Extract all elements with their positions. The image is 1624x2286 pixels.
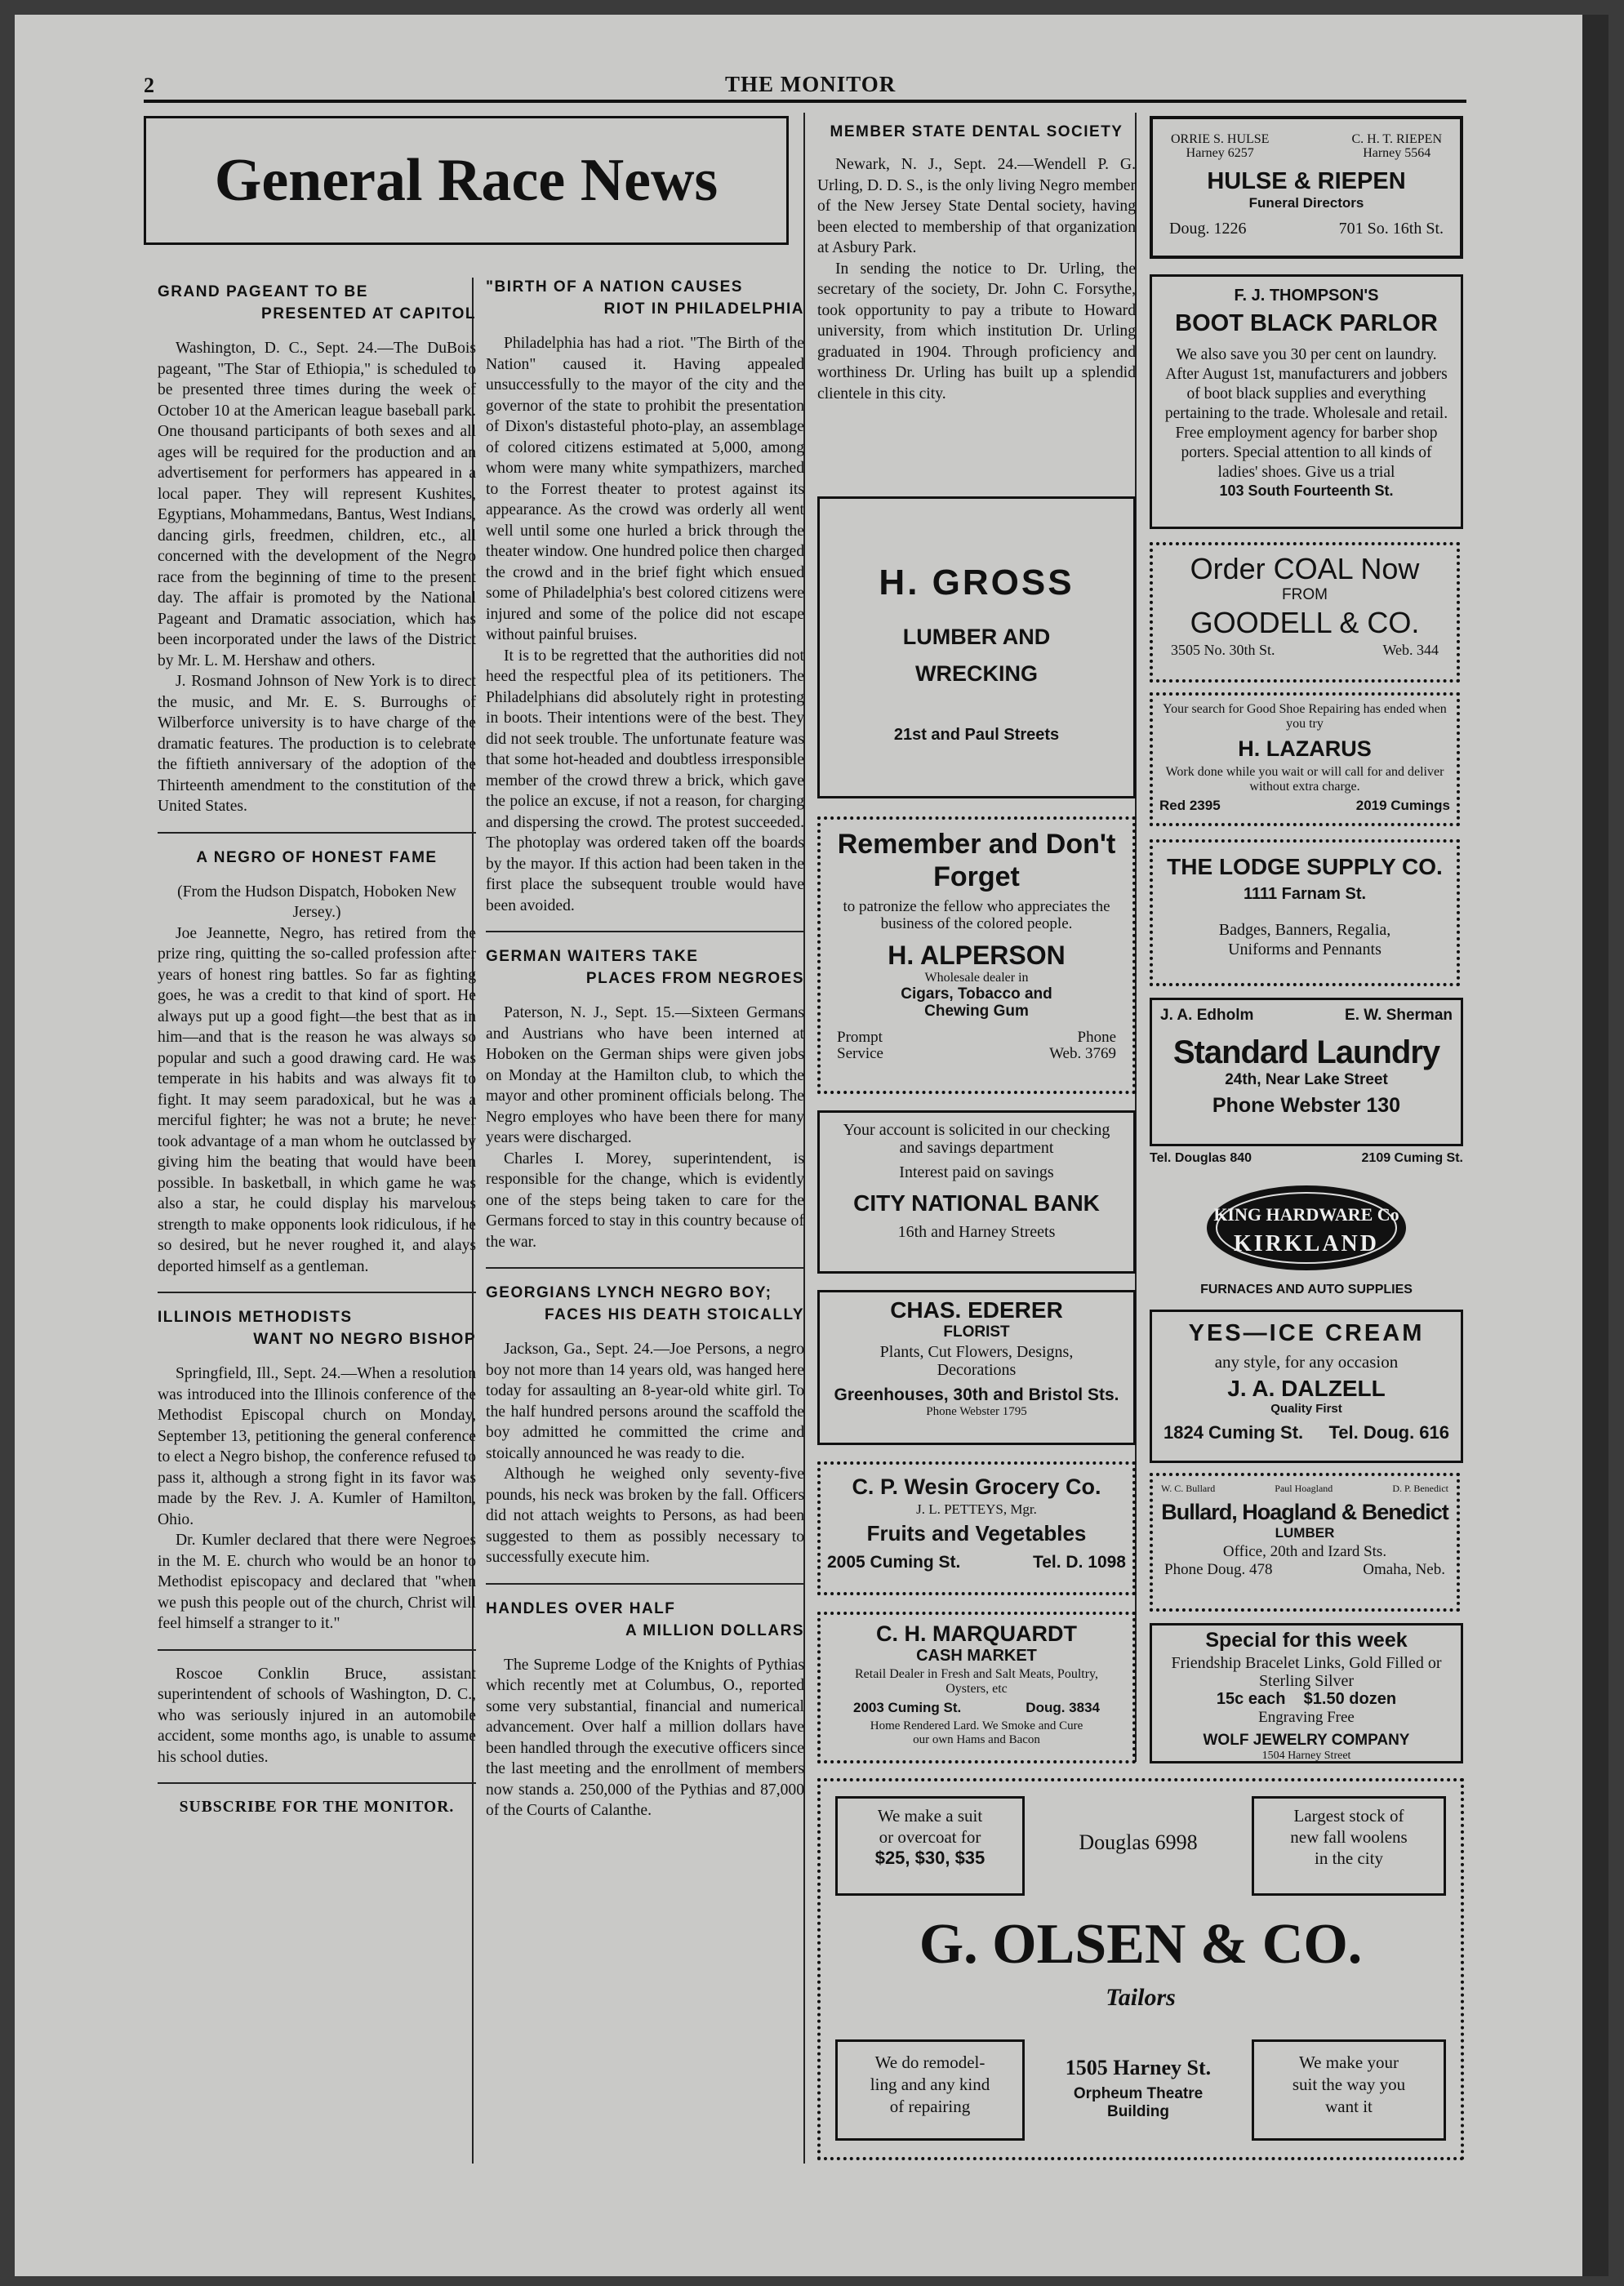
ad-goodell-coal: Order COAL Now FROM GOODELL & CO. 3505 No. 30th St. Web. 344 — [1150, 542, 1460, 683]
article-paragraph: Although he weighed only seventy-five pounds, his neck was broken by the fall. Officers did not attach weights to Persons, as had been suggested to them as possibly necessary to successfully execute him. — [486, 1465, 804, 1566]
ad-wolf-jewelry: Special for this week Friendship Bracelet Links, Gold Filled or Sterling Silver 15c each $1.50 dozen Engraving Free WOLF JEWELRY COMPANY 1504 Harney Street — [1150, 1623, 1463, 1763]
ad-g-olsen-tailors — [817, 1778, 1464, 2160]
ad-h-alperson: Remember and Don't Forget to patronize the fellow who appreciates the business of the colored people. H. ALPERSON Wholesale dealer in Cigars, Tobacco and Chewing Gum Prompt Service Phone Web. 3769 — [817, 816, 1136, 1094]
headline-birth-of-nation: "BIRTH OF A NATION CAUSES RIOT IN PHILADELPHIA — [486, 278, 804, 318]
ad-bullard-hoagland-benedict: W. C. Bullard Paul Hoagland D. P. Benedict Bullard, Hoagland & Benedict LUMBER Office, 20th and Izard Sts. Phone Doug. 478 Omaha, Neb. — [1150, 1473, 1460, 1612]
article-separator — [486, 1267, 804, 1269]
article-separator — [158, 1782, 476, 1784]
ad-lodge-supply: THE LODGE SUPPLY CO. 1111 Farnam St. Badges, Banners, Regalia, Uniforms and Pennants — [1150, 839, 1460, 986]
ad-lazarus-shoe-repairing: Your search for Good Shoe Repairing has ended when you try H. LAZARUS Work done while you wait or will call for and deliver without extra charge. Red 2395 2019 Cumings — [1150, 692, 1460, 826]
article-paragraph: Jackson, Ga., Sept. 24.—Joe Persons, a negro boy not more than 14 years old, was hanged here today for assaulting an 8-year-old white girl. To the half hundred persons around the scaffold the boy admitted he committed the crime and stoically announced he was ready to die. — [486, 1341, 804, 1462]
article-separator — [158, 832, 476, 834]
ad-yes-ice-cream: YES—ICE CREAM any style, for any occasion J. A. DALZELL Quality First 1824 Cuming St. Tel. Doug. 616 — [1150, 1310, 1463, 1463]
olsen-phone: Douglas 6998 — [1079, 1830, 1198, 1854]
olsen-box-suits: We make a suit or overcoat for $25, $30, $35 — [835, 1796, 1025, 1896]
ad-standard-laundry: J. A. Edholm E. W. Sherman Standard Laundry 24th, Near Lake Street Phone Webster 130 — [1150, 998, 1463, 1146]
olsen-address: 1505 Harney St. Orpheum Theatre Building — [1065, 2056, 1212, 2120]
ad-wesin-grocery: C. P. Wesin Grocery Co. J. L. PETTEYS, Mgr. Fruits and Vegetables 2005 Cuming St. Tel. D. 1098 — [817, 1461, 1136, 1595]
article-paragraph: Philadelphia has had a riot. "The Birth of the Nation" caused it. Having appealed unsuccessfully to the mayor of the city and the governor of the state to prohibit the presentation of Dixon's distasteful photo-play, an assemblage of colored citizens estimated at 5,000, among whom were many white sympathizers, marched to the Forrest theater to protest against its appearance. As the crowd was orderly all went well until some one hurled a brick through the theater window. One hundred police then charged the crowd and in the brief fight which ensued some of Philadelphia's best colored citizens were injured and some of the police did not escape without painful bruises. — [486, 335, 804, 643]
article-paragraph: Paterson, N. J., Sept. 15.—Sixteen Germans and Austrians who have been interned at Hoboken on the German ships were given jobs on Monday at the Hamilton club, to which the mayor and other prominent officials belong. The Negro employes who have been there for many years were discharged. — [486, 1004, 804, 1146]
subscribe-notice: SUBSCRIBE FOR THE MONITOR. — [179, 1799, 455, 1816]
olsen-name: G. OLSEN & CO. — [919, 1913, 1363, 1976]
olsen-box-woolens: Largest stock of new fall woolens in the city — [1252, 1796, 1446, 1896]
article-paragraph: J. Rosmand Johnson of New York is to direct the music, and Mr. E. S. Burroughs of Wilberforce university is to have charge of the dramatic features. The production is to celebrate the fiftieth anniversary of the adoption of the Thirteenth amendment to the constitution of the United States. — [158, 673, 476, 815]
article-paragraph: Washington, D. C., Sept. 24.—The DuBois pageant, "The Star of Ethiopia," is scheduled to be presented three times during the week of October 10 at the American league baseball park. One thousand participants of both sexes and all ages will be required for the production and an advertisement for performers has appeared in a local paper. They will represent Kushites, Egyptians, Mohammedans, Bantus, West Indians, dancing girls, freedmen, children, etc., all concerned with the development of the Negro race from the beginning of time to the present day. The affair is promoted by the National Pageant and Dramatic association, which has been incorporated under the laws of the District by Mr. L. M. Hershaw and others. — [158, 340, 476, 669]
article-separator — [158, 1649, 476, 1651]
article-paragraph: The Supreme Lodge of the Knights of Pythias which recently met at Columbus, O., reported some very substantial, financial and numerical advancement. Over half a million dollars have been handled through the executive officers since the last meeting and the enrollment of members now stands a. 250,000 of the Pythias and 87,000 of the Courts of Calanthe. — [486, 1656, 804, 1819]
olsen-box-fit: We make your suit the way you want it — [1252, 2039, 1446, 2141]
column-3-article — [817, 116, 1136, 404]
headline-half-million: HANDLES OVER HALF A MILLION DOLLARS — [486, 1599, 804, 1639]
column-2 — [486, 271, 804, 1821]
page-edge — [1582, 15, 1608, 2276]
ad-thompson-boot-black: F. J. THOMPSON'S BOOT BLACK PARLOR We also save you 30 per cent on laundry. After August 1st, manufacturers and jobbers of boot black supplies and everything pertaining to the trade. Wholesale and retail. Free employment agency for barber shop porters. Special attention to all kinds of ladies' shoes. Give us a trial 103 South Fourteenth St. — [1150, 274, 1463, 529]
article-paragraph: Dr. Kumler declared that there were Negroes in the M. E. church who would be an honor to Methodist episcopacy and declared that "when we push this people out of the church, Christ will feel himself a stranger to it." — [158, 1532, 476, 1632]
svg-text:KIRKLAND: KIRKLAND — [1233, 1231, 1380, 1256]
ad-king-hardware-kirkland: KING HARDWARE Co KIRKLAND FURNACES AND AUTO SUPPLIES — [1150, 1176, 1463, 1298]
svg-text:KING HARDWARE Co: KING HARDWARE Co — [1213, 1204, 1399, 1225]
ad-marquardt-market: C. H. MARQUARDT CASH MARKET Retail Dealer in Fresh and Salt Meats, Poultry, Oysters, etc 2003 Cuming St. Doug. 3834 Home Rendered Lard. We Smoke and Cure our own Hams and Bacon — [817, 1612, 1136, 1763]
article-separator — [486, 1583, 804, 1585]
headline-negro-honest-fame: A NEGRO OF HONEST FAME — [196, 848, 438, 866]
headline-german-waiters: GERMAN WAITERS TAKE PLACES FROM NEGROES — [486, 948, 804, 987]
paper-title: THE MONITOR — [725, 72, 897, 96]
column-1 — [158, 276, 476, 1818]
king-hardware-logo — [1150, 1176, 1463, 1277]
article-paragraph: Newark, N. J., Sept. 24.—Wendell P. G. Urling, D. D. S., is the only living Negro member of the New Jersey State Dental society, having been elected to membership of that organization at Asbury Park. — [817, 156, 1136, 256]
headline-illinois-methodists: ILLINOIS METHODISTS WANT NO NEGRO BISHOP — [158, 1309, 476, 1348]
ad-hulse-riepen: ORRIE S. HULSE Harney 6257 C. H. T. RIEPEN Harney 5564 HULSE & RIEPEN Funeral Directors Doug. 1226 701 So. 16th St. — [1150, 116, 1463, 259]
laundry-contact-line: Tel. Douglas 840 2109 Cuming St. — [1150, 1151, 1463, 1165]
banner-title: General Race News — [214, 146, 719, 214]
article-separator — [158, 1292, 476, 1293]
olsen-tailors: Tailors — [1106, 1984, 1176, 2011]
headline-dental-society: MEMBER STATE DENTAL SOCIETY — [830, 123, 1123, 140]
article-source: (From the Hudson Dispatch, Hoboken New Jersey.) — [177, 883, 456, 921]
header-rule — [144, 100, 1466, 103]
article-paragraph: In sending the notice to Dr. Urling, the secretary of the society, Dr. John C. Forsythe, took opportunity to pay a tribute to Howard university, from which institution Dr. Urling graduated in 1904. Through proficiency and worthiness Dr. Urling has built up a splendid clientele in this city. — [817, 260, 1136, 402]
page-number: 2 — [144, 73, 154, 97]
ad-h-gross: H. GROSS LUMBER AND WRECKING 21st and Paul Streets — [817, 496, 1136, 798]
headline-grand-pageant: GRAND PAGEANT TO BE PRESENTED AT CAPITOL — [158, 283, 476, 322]
newspaper-page — [15, 15, 1608, 2276]
article-separator — [486, 931, 804, 932]
headline-georgians-lynch: GEORGIANS LYNCH NEGRO BOY; FACES HIS DEATH STOICALLY — [486, 1284, 804, 1323]
article-paragraph: Springfield, Ill., Sept. 24.—When a resolution was introduced into the Illinois conference of the Methodist Episcopal church on Monday, September 13, petitioning the general conference to elect a Negro bishop, the conference refused to pass it, although a strong fight in its favor was made by the Rev. J. A. Kumler of Hamilton, Ohio. — [158, 1365, 476, 1528]
article-paragraph: Charles I. Morey, superintendent, is responsible for the change, which is evidently one of the steps being taken to care for the Germans forced to stay in this country because of the war. — [486, 1150, 804, 1251]
ad-chas-ederer: CHAS. EDERER FLORIST Plants, Cut Flowers, Designs, Decorations Greenhouses, 30th and Bristol Sts. Phone Webster 1795 — [817, 1290, 1136, 1445]
article-paragraph: Roscoe Conklin Bruce, assistant superintendent of schools of Washington, D. C., who was seriously injured in an automobile accident, some months ago, is unable to assume his school duties. — [158, 1665, 476, 1766]
olsen-box-remodeling: We do remodel- ling and any kind of repairing — [835, 2039, 1025, 2141]
article-paragraph: It is to be regretted that the authorities did not heed the respectful plea of its petitioners. The Philadelphians did absolutely right in protesting in boots. Their intentions were of the best. They did not seek trouble. The unfortunate feature was that some hot-headed and doubtless irresponsible member of the crowd threw a brick, which gave the police an excuse, if not a reason, for charging and dispersing the crowd. The protest succeeded. The photoplay was ordered taken off the boards by the mayor. If this action had been taken in the first place the subsequent trouble would have been avoided. — [486, 647, 804, 914]
article-paragraph: Joe Jeannette, Negro, has retired from the prize ring, quitting the so-called profession after years of honest ring battles. So far as fighting goes, he was a credit to that kind of sport. He always put up a good fight—the best that as in him—and that is the reason he was always so popular and such a good drawing card. He was temperate in his habits and was always fit to fight. It may seem paradoxical, but he was a merciful fighter; he was not a brute; he never took advantage of a man whom he outclassed by giving him the beating that would have been possible. In basketball, in which game he was also a star, he could display his marvelous strength to make opponents look ridiculous, if he so desired, but he never roughed it, and alays deported himself as a gentleman. — [158, 924, 476, 1275]
ad-city-national-bank: Your account is solicited in our checking and savings department Interest paid on savings CITY NATIONAL BANK 16th and Harney Streets — [817, 1110, 1136, 1274]
section-banner — [144, 116, 789, 245]
